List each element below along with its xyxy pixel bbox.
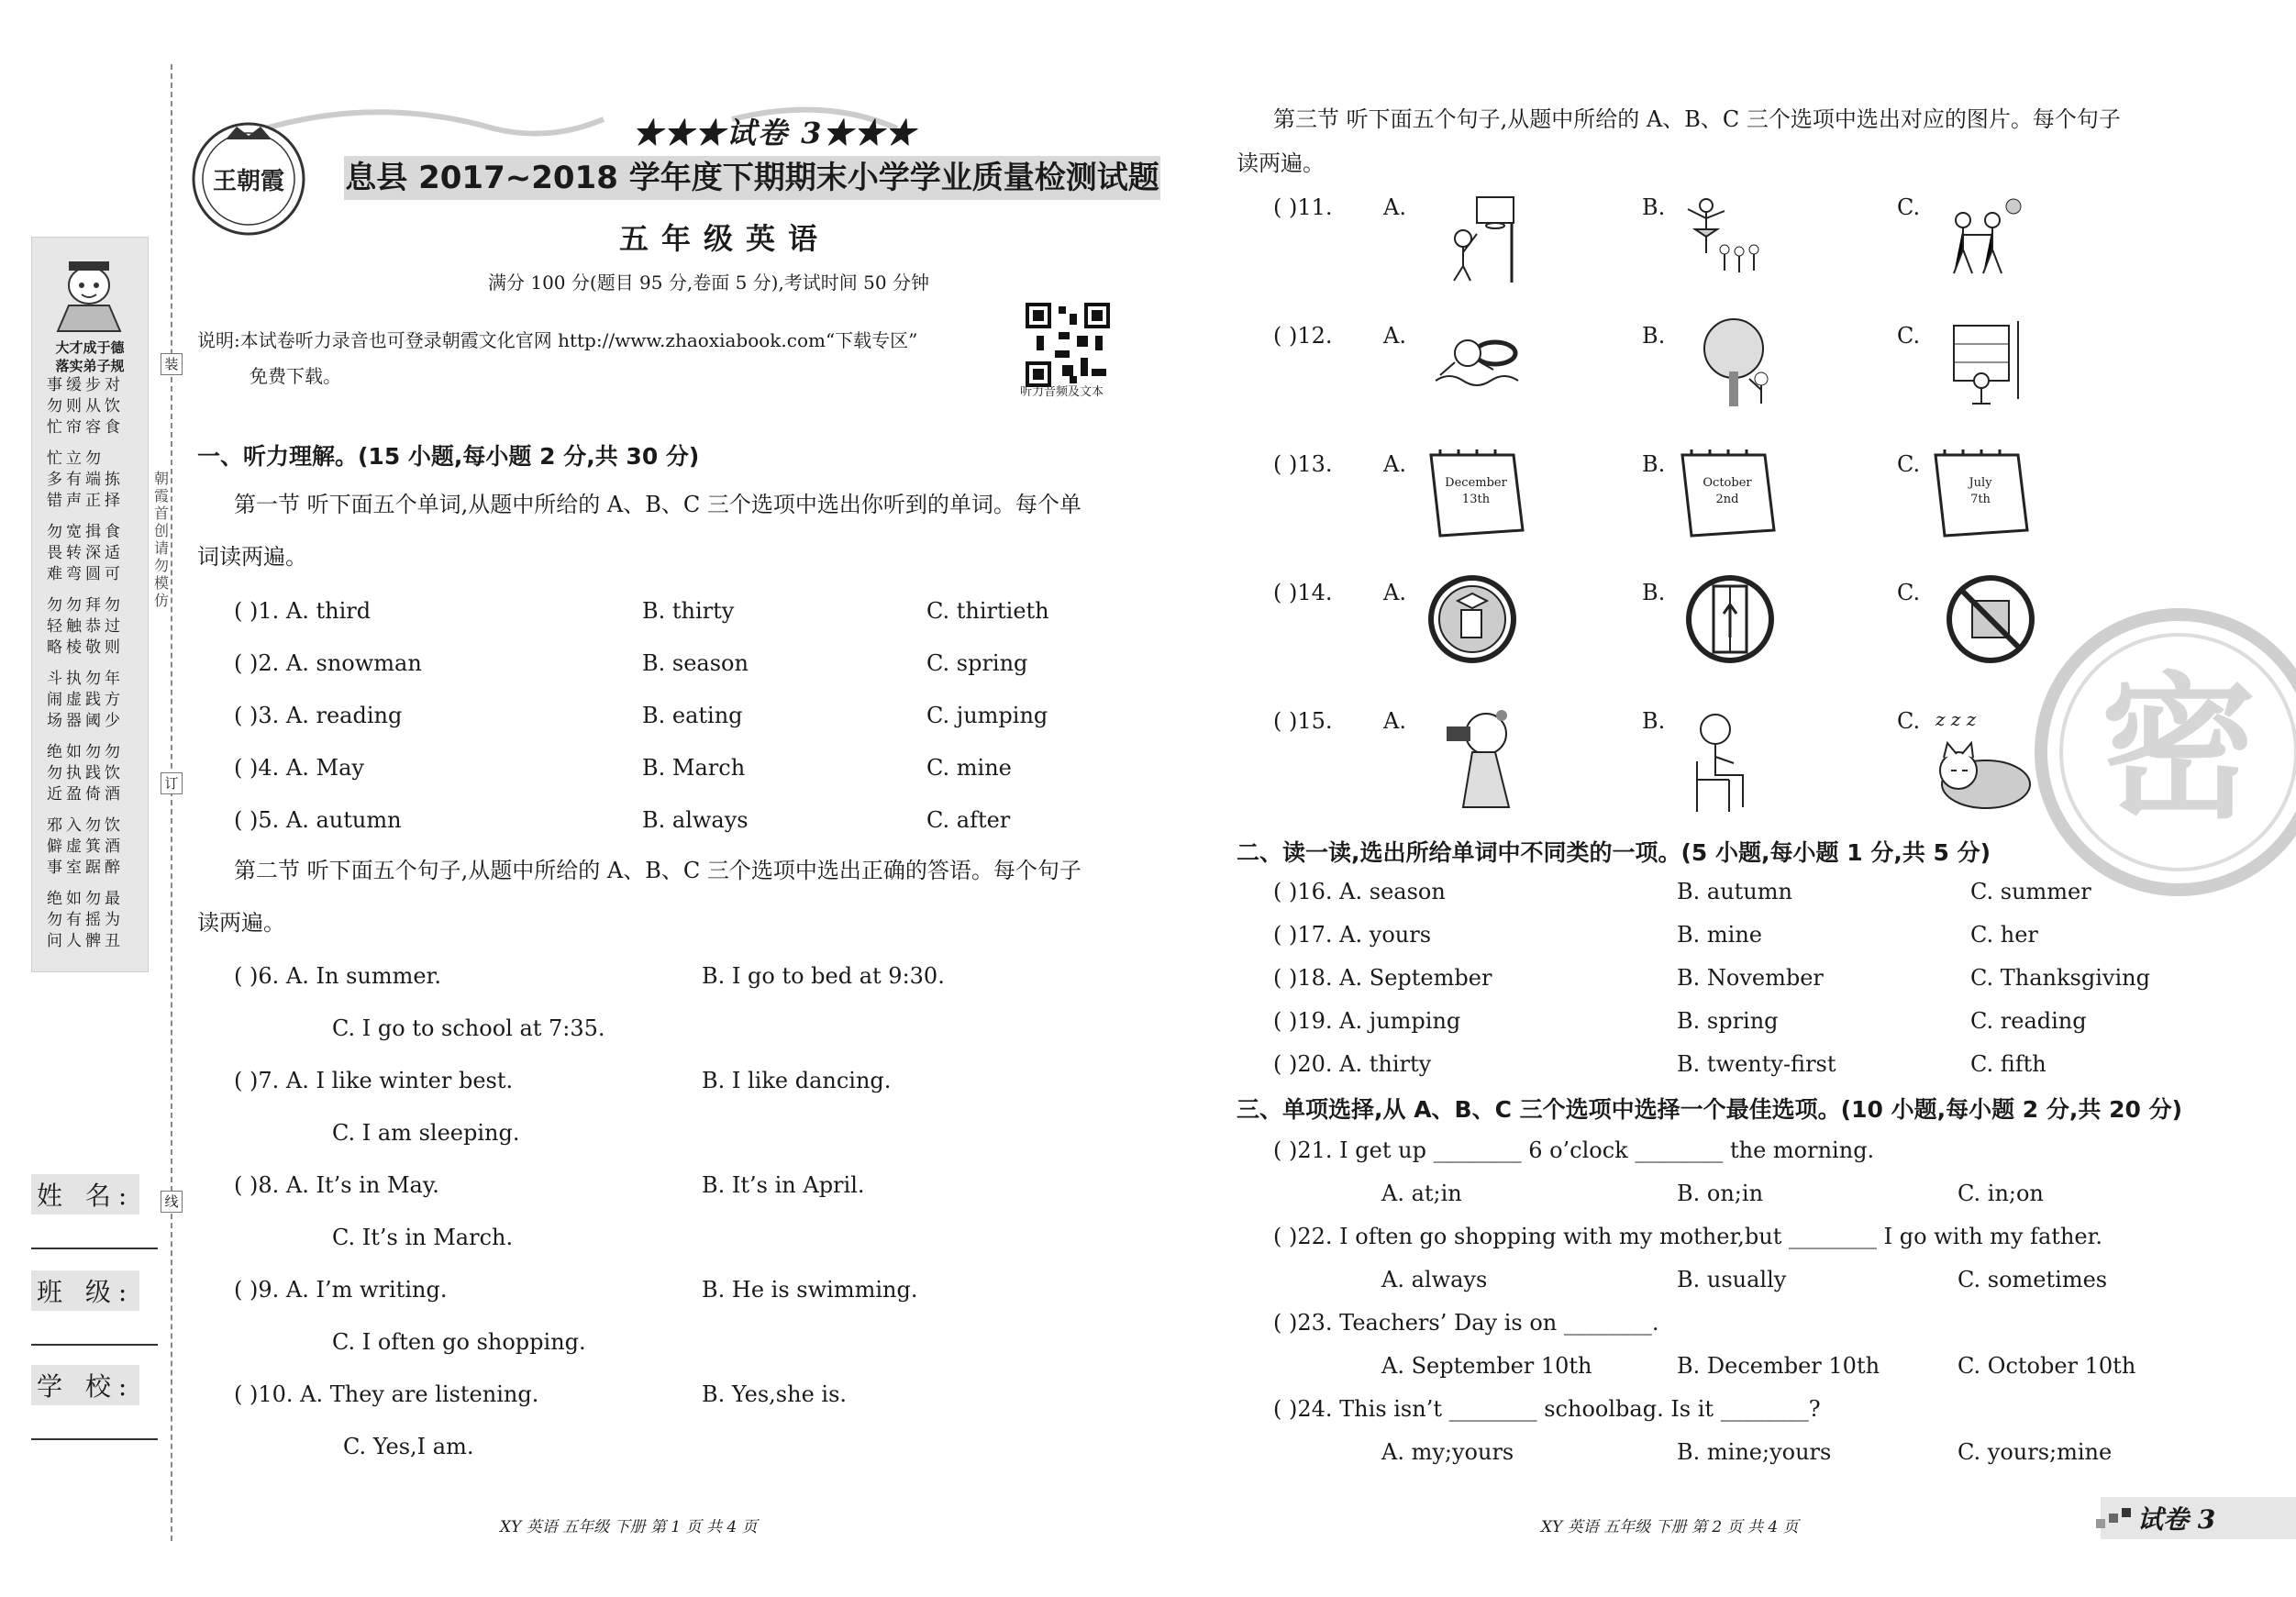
- verse-line: 勿执践饮: [47, 764, 124, 782]
- verse-line: 忙帘容食: [47, 418, 124, 437]
- school-field[interactable]: [31, 1438, 158, 1440]
- option-c[interactable]: C. It’s in March.: [332, 1225, 514, 1250]
- option-b[interactable]: B.: [1642, 708, 1666, 734]
- option-c[interactable]: C. mine: [926, 755, 1012, 781]
- corner-label: 试卷 3: [2137, 1504, 2216, 1535]
- option-b[interactable]: B. mine: [1677, 922, 1762, 948]
- question-stem: Teachers’ Day is on ________.: [1339, 1310, 1659, 1336]
- part3-heading: 三、单项选择,从 A、B、C 三个选项中选择一个最佳选项。(10 小题,每小题 2 分,共 20 分): [1237, 1096, 2182, 1123]
- name-label: 姓 名:: [31, 1174, 139, 1214]
- verse-line: 勿宽揖食: [47, 523, 124, 541]
- option-c[interactable]: C. Thanksgiving: [1970, 965, 2150, 991]
- class-field[interactable]: [31, 1344, 158, 1346]
- option-c[interactable]: C. fifth: [1970, 1051, 2046, 1077]
- verse-group: [47, 595, 139, 659]
- question-number[interactable]: ( )8.: [234, 1172, 280, 1198]
- option-b[interactable]: B. season: [642, 650, 749, 676]
- verse-line: 畏转深适: [47, 544, 124, 562]
- option-b[interactable]: B. thirty: [642, 598, 735, 624]
- binding-mark: 线: [161, 1191, 183, 1213]
- verse-line: 忙立勿: [47, 449, 105, 468]
- basketball-hoop-icon[interactable]: [1440, 193, 1532, 284]
- score-info: 满分 100 分(题目 95 分,卷面 5 分),考试时间 50 分钟: [488, 272, 929, 294]
- binding-dashed-line: [171, 64, 172, 1541]
- series-label: ★★★试卷 3★★★: [633, 116, 917, 150]
- question-row: [234, 755, 364, 781]
- option-c[interactable]: C. her: [1970, 922, 2038, 948]
- question-stem: I get up ________ 6 o’clock ________ the morning.: [1339, 1137, 1875, 1163]
- section2-intro-cont: 读两遍。: [197, 910, 285, 936]
- kids-playing-icon[interactable]: [1936, 193, 2027, 284]
- publisher-logo-icon: [189, 119, 308, 238]
- question-row: [1273, 922, 1431, 948]
- question-row: [234, 1381, 538, 1407]
- boy-sitting-icon[interactable]: [1674, 706, 1766, 816]
- calendar-option-a[interactable]: [1422, 448, 1530, 539]
- option-a[interactable]: A. snowman: [285, 650, 422, 676]
- option-c[interactable]: C.: [1897, 708, 1921, 734]
- option-b[interactable]: B. twenty-first: [1677, 1051, 1836, 1077]
- bookshelf-kid-icon[interactable]: [1936, 316, 2027, 408]
- option-b[interactable]: B. I like dancing.: [702, 1068, 892, 1093]
- option-c[interactable]: C. I often go shopping.: [332, 1329, 586, 1355]
- page-footer-right: XY 英语 五年级 下册 第 2 页 共 4 页: [1541, 1518, 1799, 1536]
- verse-line: 略棱敬则: [47, 638, 124, 657]
- option-a[interactable]: A. at;in: [1381, 1181, 1462, 1206]
- verse-group: [47, 449, 139, 512]
- question-number[interactable]: ( )23.: [1273, 1310, 1333, 1336]
- option-a[interactable]: A. reading: [285, 703, 403, 728]
- verse-line: 场器阈少: [47, 712, 124, 730]
- calendar-day: 13th: [1461, 493, 1491, 506]
- option-c[interactable]: C.: [1897, 451, 1921, 477]
- section1-intro-cont: 词读两遍。: [197, 544, 307, 570]
- question-row: [1273, 1137, 1874, 1163]
- option-a[interactable]: A. September 10th: [1381, 1353, 1592, 1379]
- part1-heading: 一、听力理解。(15 小题,每小题 2 分,共 30 分): [197, 443, 700, 470]
- confidential-stamp-icon: [2032, 605, 2296, 899]
- class-label: 班 级:: [31, 1270, 139, 1311]
- option-b[interactable]: B. March: [642, 755, 746, 781]
- school-label: 学 校:: [31, 1365, 139, 1405]
- calendar-option-c[interactable]: [1926, 448, 2035, 539]
- question-row: [234, 1068, 513, 1093]
- option-a[interactable]: A.: [1383, 323, 1406, 349]
- apple-tree-icon[interactable]: [1692, 316, 1784, 408]
- question-number[interactable]: ( )9.: [234, 1277, 280, 1303]
- option-a[interactable]: A. jumping: [1339, 1008, 1461, 1034]
- option-a[interactable]: A. In summer.: [285, 963, 442, 989]
- question-number[interactable]: ( )7.: [234, 1068, 280, 1093]
- verse-line: 难弯圆可: [47, 565, 124, 583]
- option-c[interactable]: C. in;on: [1958, 1181, 2044, 1206]
- calendar-month: July: [1969, 476, 1992, 490]
- verse-group: [47, 669, 139, 732]
- question-row: [1273, 965, 1492, 991]
- verse-line: 轻触恭过: [47, 617, 124, 636]
- question-number[interactable]: ( )18.: [1273, 965, 1333, 991]
- part2-heading: 二、读一读,选出所给单词中不同类的一项。(5 小题,每小题 1 分,共 5 分): [1237, 839, 1991, 866]
- question-number[interactable]: ( )21.: [1273, 1137, 1333, 1163]
- motto-line: 大才成于德: [55, 339, 125, 356]
- question-number[interactable]: ( )14.: [1273, 580, 1333, 605]
- verse-line: 错声正择: [47, 492, 124, 510]
- question-row: [234, 650, 422, 676]
- option-c[interactable]: C. sometimes: [1958, 1267, 2108, 1292]
- motto-line: 落实弟子规: [55, 358, 125, 374]
- verse-line: 勿则从饮: [47, 397, 124, 416]
- stamp-text: 密: [2100, 659, 2257, 840]
- binding-mark: 装: [161, 353, 183, 375]
- option-a[interactable]: A. my;yours: [1381, 1439, 1514, 1465]
- option-b[interactable]: B. usually: [1677, 1267, 1787, 1292]
- name-field[interactable]: [31, 1248, 158, 1249]
- question-number[interactable]: ( )13.: [1273, 451, 1333, 477]
- option-a[interactable]: A. yours: [1339, 922, 1432, 948]
- question-row: [1273, 1310, 1659, 1336]
- option-c[interactable]: C. Yes,I am.: [343, 1434, 474, 1459]
- question-number[interactable]: ( )6.: [234, 963, 280, 989]
- question-number[interactable]: ( )1.: [234, 598, 280, 624]
- binding-strip: [31, 237, 149, 972]
- verse-line: 近盈倚酒: [47, 785, 124, 804]
- download-note-cont: 免费下载。: [250, 365, 341, 387]
- option-b[interactable]: B.: [1642, 323, 1666, 349]
- verse-group: [47, 522, 139, 585]
- question-row: [1273, 1008, 1460, 1034]
- option-b[interactable]: B. He is swimming.: [702, 1277, 918, 1303]
- option-a[interactable]: A. thirty: [1339, 1051, 1432, 1077]
- calendar-month: December: [1445, 476, 1507, 490]
- option-c[interactable]: C.: [1897, 580, 1921, 605]
- scholar-avatar-icon: [41, 249, 137, 337]
- option-a[interactable]: A. autumn: [285, 807, 402, 833]
- verse-line: 勿勿拜勿: [47, 596, 124, 615]
- no-drinking-sign-icon[interactable]: [1426, 573, 1518, 665]
- option-c[interactable]: C. I go to school at 7:35.: [332, 1015, 605, 1041]
- option-b[interactable]: B. on;in: [1677, 1181, 1764, 1206]
- option-a[interactable]: A.: [1383, 451, 1406, 477]
- question-number[interactable]: ( )19.: [1273, 1008, 1333, 1034]
- subject-title: 五年级英语: [619, 221, 831, 256]
- verse-line: 多有端拣: [47, 471, 124, 489]
- question-number[interactable]: ( )17.: [1273, 922, 1333, 948]
- option-c[interactable]: C.: [1897, 194, 1921, 220]
- verse-group: [47, 889, 139, 952]
- option-c[interactable]: C. thirtieth: [926, 598, 1049, 624]
- verse-line: 绝如勿最: [47, 890, 124, 908]
- girl-binoculars-icon[interactable]: [1426, 706, 1527, 816]
- ballet-dancer-icon[interactable]: [1679, 193, 1770, 284]
- question-row: [234, 807, 402, 833]
- option-b[interactable]: B.: [1642, 194, 1666, 220]
- question-number[interactable]: ( )16.: [1273, 879, 1333, 904]
- verse-group: [47, 815, 139, 879]
- option-c[interactable]: C. jumping: [926, 703, 1048, 728]
- section3-intro: 第三节 听下面五个句子,从题中所给的 A、B、C 三个选项中选出对应的图片。每个句子: [1273, 106, 2121, 132]
- swimming-kid-icon[interactable]: [1431, 316, 1523, 408]
- calendar-month: October: [1703, 476, 1752, 490]
- option-a[interactable]: A.: [1383, 708, 1406, 734]
- option-c[interactable]: C. reading: [1970, 1008, 2087, 1034]
- question-row: [1273, 879, 1446, 904]
- verse-line: 闹虚践方: [47, 691, 124, 709]
- section1-intro: 第一节 听下面五个单词,从题中所给的 A、B、C 三个选项中选出你听到的单词。每个单: [234, 492, 1081, 517]
- question-number[interactable]: ( )5.: [234, 807, 280, 833]
- no-entry-sign-icon[interactable]: [1684, 573, 1776, 665]
- verse-line: 勿有摇为: [47, 911, 124, 929]
- verse-line: 斗执勿年: [47, 670, 124, 688]
- option-a[interactable]: A.: [1383, 580, 1406, 605]
- question-row: [1273, 1396, 1821, 1422]
- section2-intro: 第二节 听下面五个句子,从题中所给的 A、B、C 三个选项中选出正确的答语。每个句子: [234, 858, 1081, 883]
- option-b[interactable]: B. November: [1677, 965, 1824, 991]
- question-number[interactable]: ( )20.: [1273, 1051, 1333, 1077]
- question-number[interactable]: ( )2.: [234, 650, 280, 676]
- question-row: [234, 598, 371, 624]
- question-number[interactable]: ( )4.: [234, 755, 280, 781]
- verse-line: 事室踞醉: [47, 859, 124, 877]
- question-number[interactable]: ( )11.: [1273, 194, 1333, 220]
- verse-line: 邪入勿饮: [47, 816, 124, 835]
- calendar-day: 7th: [1970, 493, 1991, 506]
- option-b[interactable]: B. It’s in April.: [702, 1172, 865, 1198]
- question-stem: This isn’t ________ schoolbag. Is it ________?: [1339, 1396, 1821, 1422]
- qr-caption: 听力音频及文本: [1020, 385, 1104, 399]
- binding-verses: [47, 375, 139, 962]
- verse-group: [47, 375, 139, 438]
- question-row: [234, 1172, 439, 1198]
- option-a[interactable]: A. September: [1339, 965, 1492, 991]
- exam-title: 息县 2017~2018 学年度下期期末小学学业质量检测试题: [344, 156, 1160, 200]
- option-b[interactable]: B. I go to bed at 9:30.: [702, 963, 945, 989]
- question-row: [234, 703, 402, 728]
- option-c[interactable]: C. I am sleeping.: [332, 1120, 520, 1146]
- binding-motto: [32, 338, 148, 375]
- option-a[interactable]: A.: [1383, 194, 1406, 220]
- question-number[interactable]: ( )15.: [1273, 708, 1333, 734]
- option-c[interactable]: C. spring: [926, 650, 1028, 676]
- section3-intro-cont: 读两遍。: [1237, 150, 1325, 176]
- option-a[interactable]: A. season: [1339, 879, 1446, 904]
- question-number[interactable]: ( )12.: [1273, 323, 1333, 349]
- verse-group: [47, 742, 139, 805]
- question-number[interactable]: ( )10.: [234, 1381, 294, 1407]
- option-b[interactable]: B. always: [642, 807, 749, 833]
- qr-code-icon[interactable]: [1026, 303, 1110, 387]
- question-number[interactable]: ( )22.: [1273, 1224, 1333, 1249]
- question-number[interactable]: ( )24.: [1273, 1396, 1333, 1422]
- verse-line: 问人髀丑: [47, 932, 124, 950]
- corner-squares-icon: [2096, 1504, 2133, 1532]
- question-row: [1273, 1051, 1431, 1077]
- verse-line: 事缓步对: [47, 376, 124, 394]
- option-b[interactable]: B.: [1642, 580, 1666, 605]
- option-a[interactable]: A. third: [285, 598, 372, 624]
- option-c[interactable]: C. after: [926, 807, 1011, 833]
- question-row: [234, 1277, 447, 1303]
- svg-text:王朝霞: 王朝霞: [212, 168, 285, 195]
- option-b[interactable]: B.: [1642, 451, 1666, 477]
- vertical-note: 朝霞首创请勿模仿: [153, 470, 169, 609]
- no-parking-sign-icon[interactable]: [1945, 573, 2036, 665]
- option-c[interactable]: C. yours;mine: [1958, 1439, 2113, 1465]
- question-row: [234, 963, 441, 989]
- option-a[interactable]: A. They are listening.: [300, 1381, 539, 1407]
- option-b[interactable]: B. mine;yours: [1677, 1439, 1832, 1465]
- calendar-option-b[interactable]: [1673, 448, 1781, 539]
- verse-line: 绝如勿勿: [47, 743, 124, 761]
- page-footer-left: XY 英语 五年级 下册 第 1 页 共 4 页: [500, 1518, 758, 1536]
- option-b[interactable]: B. eating: [642, 703, 743, 728]
- option-a[interactable]: A. always: [1381, 1267, 1488, 1292]
- sleep-zzz: z z z: [1936, 708, 1977, 730]
- option-b[interactable]: B. December 10th: [1677, 1353, 1880, 1379]
- option-a[interactable]: A. It’s in May.: [285, 1172, 439, 1198]
- option-a[interactable]: A. May: [285, 755, 364, 781]
- question-row: [1273, 1224, 2102, 1249]
- option-b[interactable]: B. autumn: [1677, 879, 1792, 904]
- verse-line: 僻虚箕酒: [47, 837, 124, 856]
- calendar-day: 2nd: [1715, 493, 1739, 506]
- option-a[interactable]: A. I like winter best.: [285, 1068, 514, 1093]
- question-number[interactable]: ( )3.: [234, 703, 280, 728]
- binding-mark: 订: [161, 772, 183, 794]
- option-b[interactable]: B. Yes,she is.: [702, 1381, 848, 1407]
- question-stem: I often go shopping with my mother,but ________ I go with my father.: [1339, 1224, 2103, 1249]
- option-c[interactable]: C. October 10th: [1958, 1353, 2136, 1379]
- option-c[interactable]: C.: [1897, 323, 1921, 349]
- sleeping-cat-icon[interactable]: [1931, 734, 2036, 812]
- option-c[interactable]: C. summer: [1970, 879, 2091, 904]
- option-b[interactable]: B. spring: [1677, 1008, 1779, 1034]
- download-note: 说明:本试卷听力录音也可登录朝霞文化官网 http://www.zhaoxiabook.com“下载专区”: [197, 329, 918, 351]
- option-a[interactable]: A. I’m writing.: [285, 1277, 448, 1303]
